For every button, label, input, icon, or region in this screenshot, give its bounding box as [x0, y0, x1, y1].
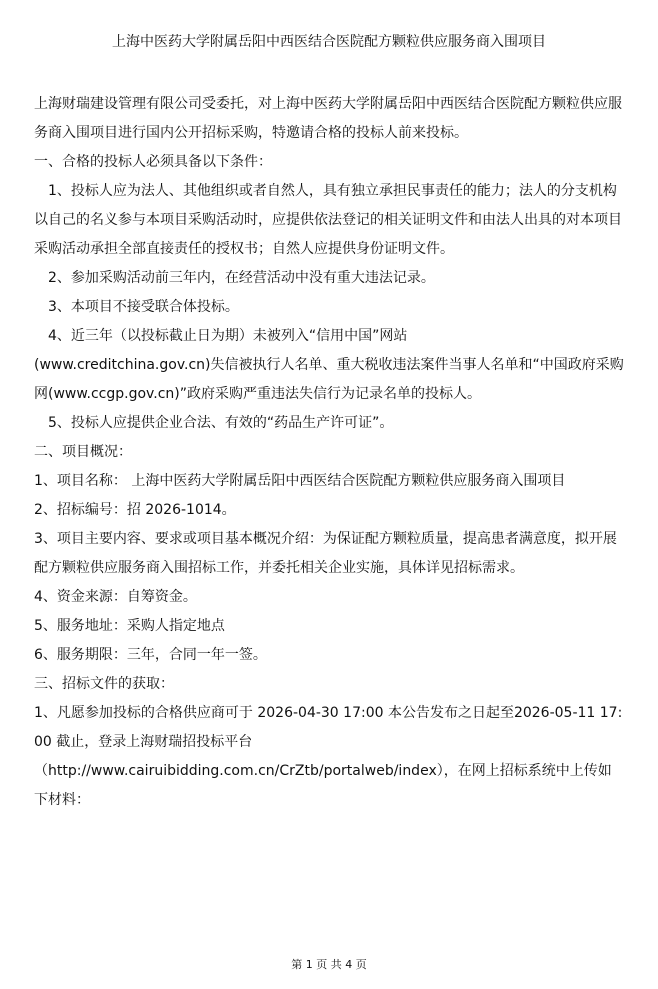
service-period: 6、服务期限：三年，合同一年一签。 [34, 647, 267, 663]
section-one-heading: 一、合格的投标人必须具备以下条件： [34, 154, 272, 170]
condition-item-4-continuation: (www.creditchina.gov.cn)失信被执行人名单、重大税收违法案件当事人名单和“中国政府采购网(www.ccgp.gov.cn)”政府采购严重违法失信行为记录名单的投标人。 [34, 357, 624, 402]
document-acquisition-platform-link: （http://www.cairuibidding.com.cn/CrZtb/portalweb/index），在网上招标系统中上传如下材料： [34, 763, 612, 808]
section-two-heading: 二、项目概况： [34, 444, 132, 460]
document-title: 上海中医药大学附属岳阳中西医结合医院配方颗粒供应服务商入围项目 [112, 34, 546, 50]
project-name: 1、项目名称： 上海中医药大学附属岳阳中西医结合医院配方颗粒供应服务商入围项目 [34, 473, 566, 489]
project-summary: 3、项目主要内容、要求或项目基本概况介绍：为保证配方颗粒质量，提高患者满意度，拟开展配方颗粒供应服务商入围招标工作，并委托相关企业实施，具体详见招标需求。 [34, 531, 617, 576]
funding-source: 4、资金来源：自筹资金。 [34, 589, 197, 605]
tender-number: 2、招标编号：招 2026-1014。 [34, 502, 236, 518]
condition-item-4: 4、近三年（以投标截止日为期）未被列入“信用中国”网站 [48, 328, 408, 344]
page-number-footer: 第 1 页 共 4 页 [291, 958, 367, 971]
intro-paragraph: 上海财瑞建设管理有限公司受委托，对上海中医药大学附属岳阳中西医结合医院配方颗粒供应服务商入围项目进行国内公开招标采购，特邀请合格的投标人前来投标。 [34, 96, 622, 141]
condition-item-3: 3、本项目不接受联合体投标。 [48, 299, 239, 315]
condition-item-1: 1、投标人应为法人、其他组织或者自然人，具有独立承担民事责任的能力；法人的分支机构以自己的名义参与本项目采购活动时，应提供依法登记的相关证明文件和由法人出具的对本项目采购活动承担全部直接责任的授权书；自然人应提供身份证明文件。 [34, 183, 622, 257]
condition-item-5: 5、投标人应提供企业合法、有效的“药品生产许可证”。 [48, 415, 394, 431]
section-three-heading: 三、招标文件的获取： [34, 676, 174, 692]
service-location: 5、服务地址：采购人指定地点 [34, 618, 225, 634]
condition-item-2: 2、参加采购活动前三年内，在经营活动中没有重大违法记录。 [48, 270, 435, 286]
document-body [34, 90, 624, 815]
document-acquisition-item-1: 1、凡愿参加投标的合格供应商可于 2026-04-30 17:00 本公告发布之日起至2026-05-11 17:00 截止，登录上海财瑞招投标平台 [34, 705, 623, 750]
